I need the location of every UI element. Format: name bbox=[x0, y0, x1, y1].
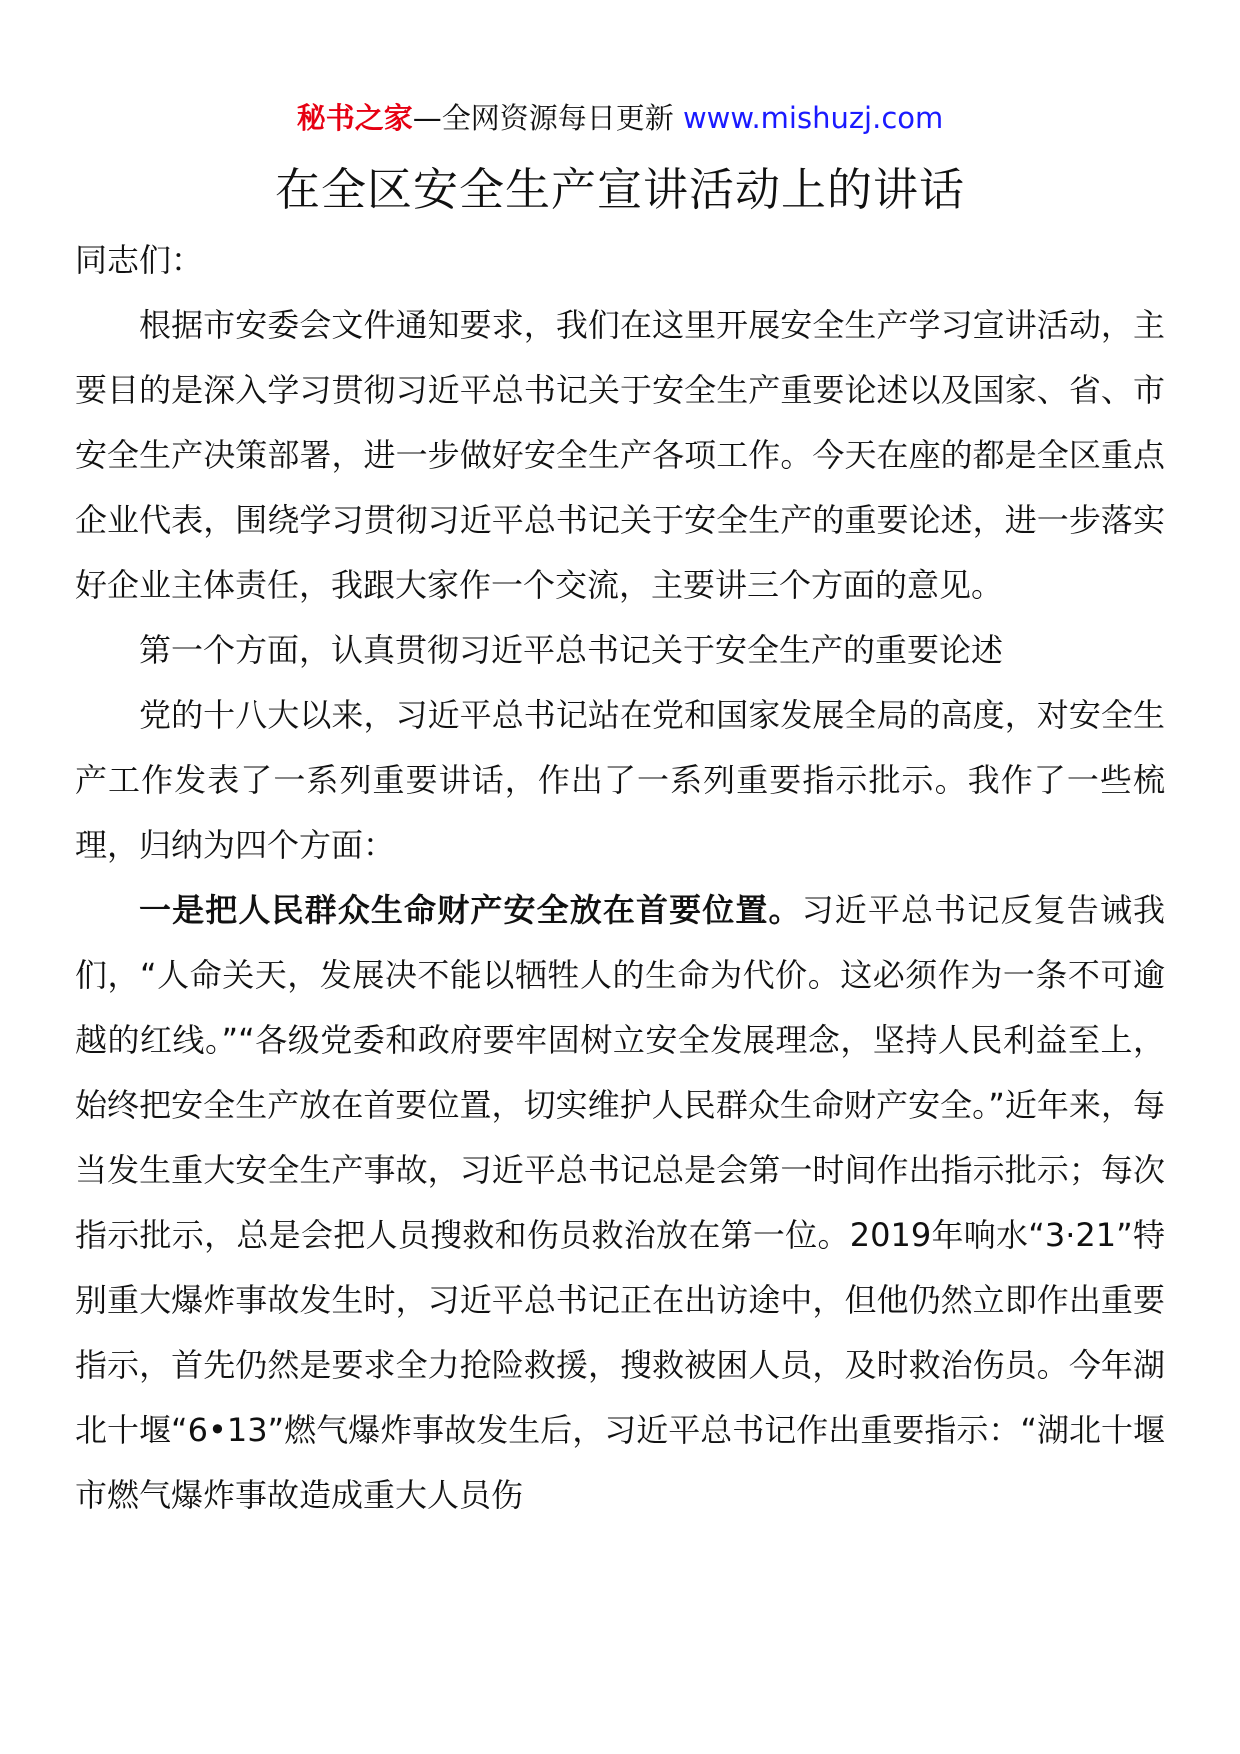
section-heading bbox=[75, 618, 1165, 683]
paragraph-text: 党的十八大以来，习近平总书记站在党和国家发展全局的高度，对安全生产工作发表了一系列重要讲话，作出了一系列重要指示批示。我作了一些梳理，归纳为四个方面： bbox=[75, 696, 1165, 864]
paragraph bbox=[75, 293, 1165, 618]
site-header bbox=[0, 98, 1240, 138]
section-heading-text: 第一个方面，认真贯彻习近平总书记关于安全生产的重要论述 bbox=[139, 631, 1004, 669]
brand-name: 秘书之家 bbox=[296, 101, 413, 135]
site-url-link[interactable]: www.mishuzj.com bbox=[682, 101, 944, 135]
paragraph-lead: 一是把人民群众生命财产安全放在首要位置。 bbox=[139, 891, 802, 929]
paragraph-text: 习近平总书记反复告诫我们，“人命关天，发展决不能以牺牲人的生命为代价。这必须作为一条不可逾越的红线。”“各级党委和政府要牢固树立安全发展理念，坚持人民利益至上，始终把安全生产放在首要位置，切实维护人民群众生命财产安全。”近年来，每当发生重大安全生产事故，习近平总书记总是会第一时间作出指示批示；每次指示批示，总是会把人员搜救和伤员救治放在第一位。2019年响水“3·21”特别重大爆炸事故发生时，习近平总书记正在出访途中，但他仍然立即作出重要指示，首先仍然是要求全力抢险救援，搜救被困人员，及时救治伤员。今年湖北十堰“6•13”燃气爆炸事故发生后，习近平总书记作出重要指示：“湖北十堰市燃气爆炸事故造成重大人员伤 bbox=[75, 891, 1165, 1514]
paragraph-text: 根据市安委会文件通知要求，我们在这里开展安全生产学习宣讲活动，主要目的是深入学习贯彻习近平总书记关于安全生产重要论述以及国家、省、市安全生产决策部署，进一步做好安全生产各项工作。今天在座的都是全区重点企业代表，围绕学习贯彻习近平总书记关于安全生产的重要论述，进一步落实好企业主体责任，我跟大家作一个交流，主要讲三个方面的意见。 bbox=[75, 306, 1165, 604]
salutation: 同志们： bbox=[75, 241, 204, 279]
paragraph bbox=[75, 683, 1165, 878]
document-body bbox=[75, 228, 1165, 1528]
paragraph bbox=[75, 878, 1165, 1528]
header-tagline: —全网资源每日更新 bbox=[412, 101, 674, 135]
document-title: 在全区安全生产宣讲活动上的讲话 bbox=[274, 163, 965, 216]
